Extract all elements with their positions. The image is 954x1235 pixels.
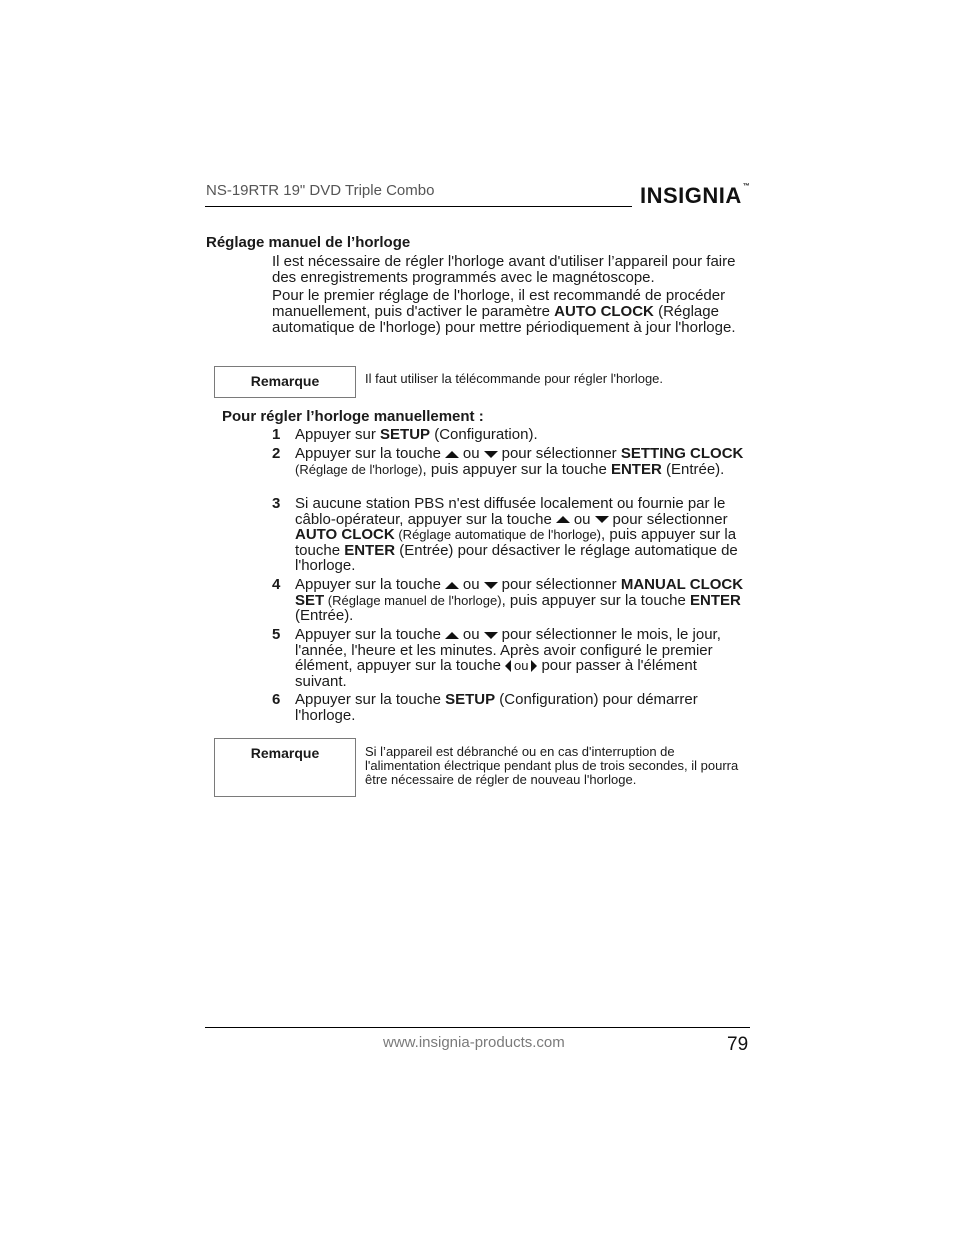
header-divider	[205, 206, 632, 207]
note-box	[214, 738, 356, 797]
section-heading: Réglage manuel de l’horloge	[206, 234, 411, 251]
intro-paragraph: Il est nécessaire de régler l'horloge avant d'utiliser l’appareil pour faire des enregistrements programmés avec le magnétoscope.	[272, 253, 736, 286]
footer-divider	[205, 1027, 750, 1028]
brand-logo: INSIGNIA™	[640, 183, 751, 208]
note-label: Remarque	[250, 745, 320, 761]
note-text: Si l’appareil est débranché ou en cas d'interruption de l'alimentation électrique pendant plus de trois secondes, il pourra être nécessaire de régler de nouveau l'horloge.	[365, 744, 739, 787]
left-arrow-icon	[505, 660, 511, 672]
recommendation-paragraph: Pour le premier réglage de l'horloge, il est recommandé de procéder manuellement, puis d'activer le paramètre AUTO CLOCK (Réglage automatique de l'horloge) pour mettre périodiquement à jour l'horloge.	[272, 287, 736, 336]
up-arrow-icon	[445, 451, 459, 458]
down-arrow-icon	[484, 632, 498, 639]
down-arrow-icon	[595, 516, 609, 523]
down-arrow-icon	[484, 451, 498, 458]
up-arrow-icon	[445, 632, 459, 639]
down-arrow-icon	[484, 582, 498, 589]
up-arrow-icon	[445, 582, 459, 589]
up-arrow-icon	[556, 516, 570, 523]
note-box	[214, 366, 356, 398]
note-label: Remarque	[250, 373, 320, 389]
footer-url[interactable]: www.insignia-products.com	[383, 1034, 565, 1051]
page-number: 79	[727, 1034, 749, 1055]
document-title: NS-19RTR 19" DVD Triple Combo	[206, 182, 435, 199]
procedure-heading: Pour régler l’horloge manuellement :	[222, 408, 484, 425]
note-text: Il faut utiliser la télécommande pour régler l'horloge.	[365, 371, 664, 386]
right-arrow-icon	[531, 660, 537, 672]
